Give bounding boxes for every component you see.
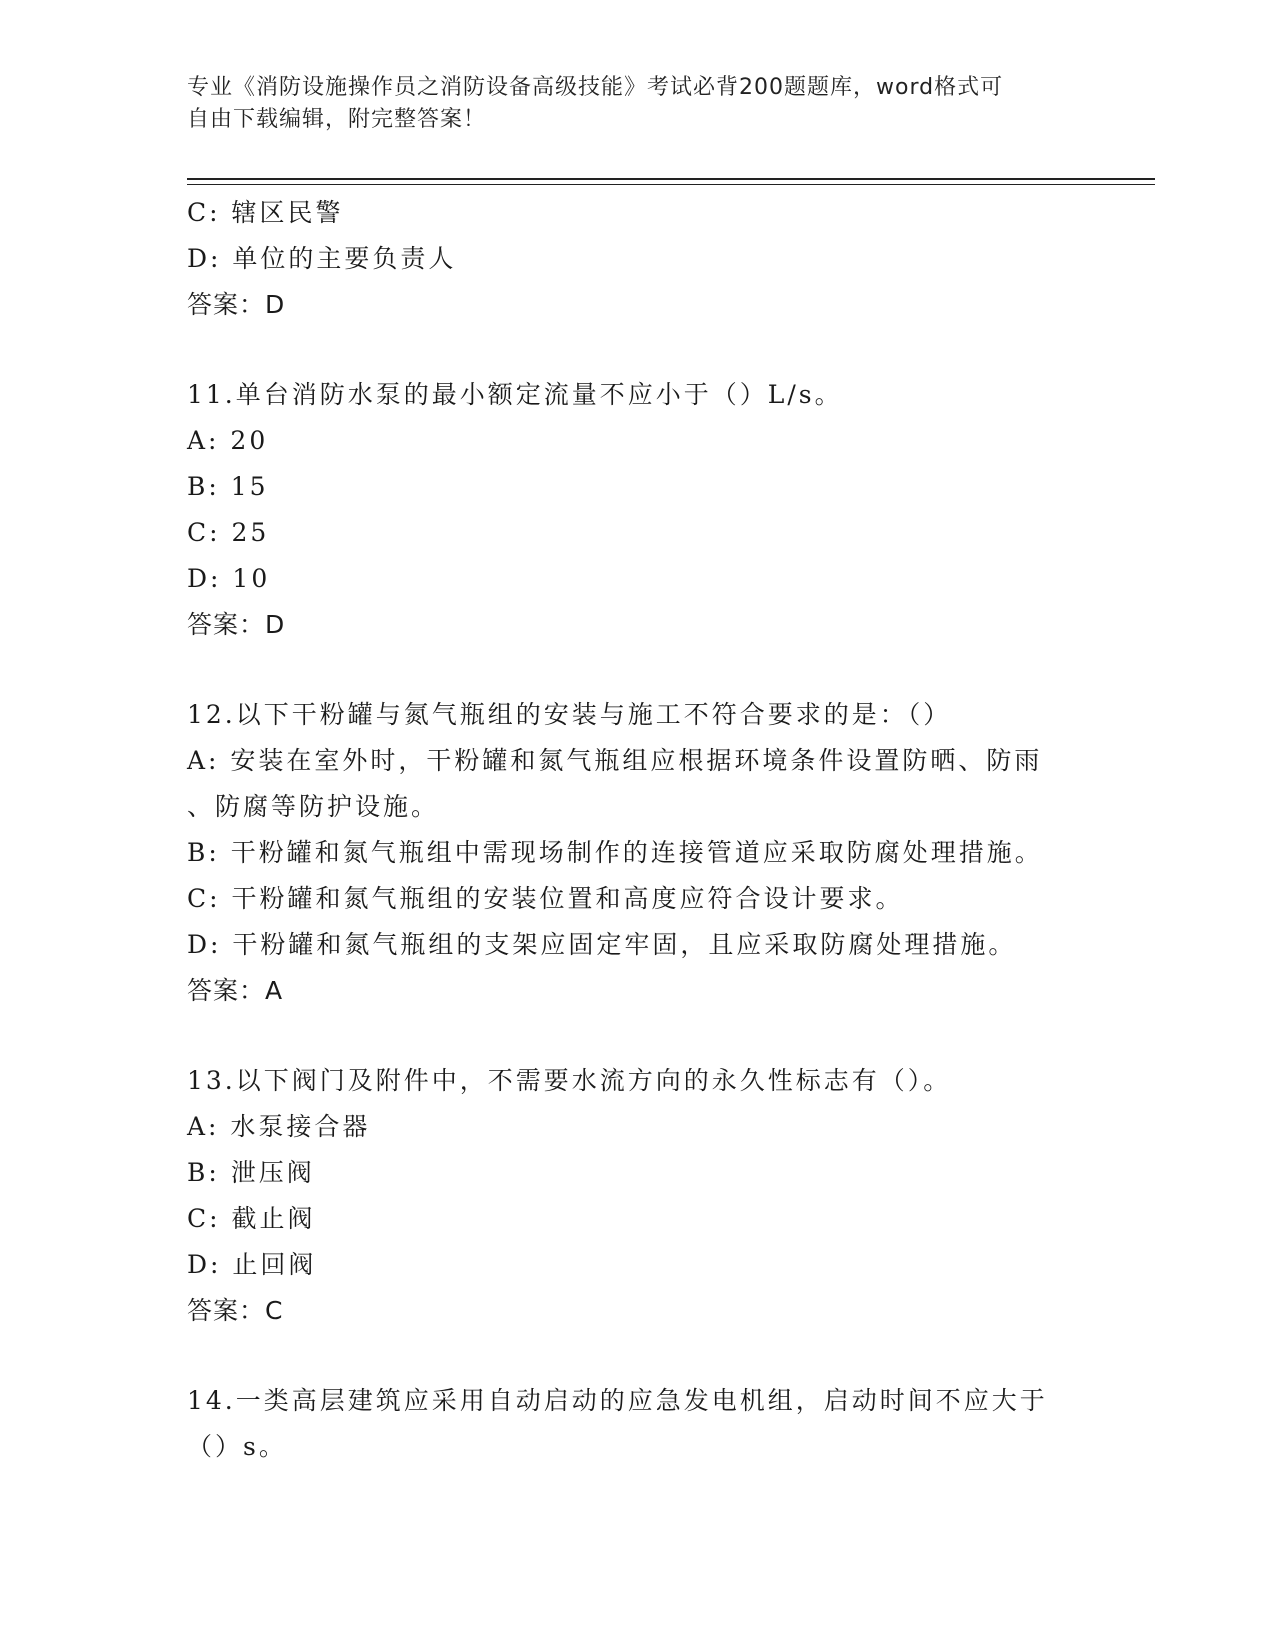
option-c: C: 辖区民警: [187, 198, 344, 227]
answer: 答案：D: [187, 290, 286, 319]
header-line-1: 专业《消防设施操作员之消防设备高级技能》考试必背200题题库，word格式可: [187, 75, 1004, 100]
question-text: 14.一类高层建筑应采用自动启动的应急发电机组，启动时间不应大于: [187, 1386, 1048, 1415]
option-d: D: 10: [187, 564, 271, 593]
header-divider-thick: [187, 178, 1155, 180]
option-c: C: 干粉罐和氮气瓶组的安装位置和高度应符合设计要求。: [187, 884, 904, 913]
question-text: 12.以下干粉罐与氮气瓶组的安装与施工不符合要求的是：（）: [187, 700, 952, 729]
answer: 答案：A: [187, 976, 284, 1005]
question-12: [187, 692, 1087, 1014]
header-divider-thin: [187, 184, 1155, 185]
option-d: D: 干粉罐和氮气瓶组的支架应固定牢固，且应采取防腐处理措施。: [187, 930, 1017, 959]
option-d: D: 止回阀: [187, 1250, 317, 1279]
question-text: 11.单台消防水泵的最小额定流量不应小于（）L/s。: [187, 380, 843, 409]
option-d: D: 单位的主要负责人: [187, 244, 457, 273]
answer: 答案：D: [187, 610, 286, 639]
question-11: [187, 372, 1087, 648]
option-c: C: 截止阀: [187, 1204, 316, 1233]
option-b: B: 泄压阀: [187, 1158, 315, 1187]
header-line-2: 自由下载编辑，附完整答案！: [187, 107, 487, 132]
question-text-continued: （）s。: [187, 1432, 287, 1461]
document-header: [187, 72, 1107, 136]
option-a: A: 20: [187, 426, 269, 455]
option-b: B: 干粉罐和氮气瓶组中需现场制作的连接管道应采取防腐处理措施。: [187, 838, 1043, 867]
question-13: [187, 1058, 1087, 1334]
option-b: B: 15: [187, 472, 269, 501]
option-a: A: 安装在室外时，干粉罐和氮气瓶组应根据环境条件设置防晒、防雨: [187, 746, 1043, 775]
question-list: [187, 190, 1087, 1470]
question-14: [187, 1378, 1087, 1470]
option-c: C: 25: [187, 518, 270, 547]
option-a: A: 水泵接合器: [187, 1112, 371, 1141]
question-10: [187, 190, 1087, 328]
option-a-continued: 、防腐等防护设施。: [187, 792, 440, 821]
question-text: 13.以下阀门及附件中，不需要水流方向的永久性标志有（）。: [187, 1066, 952, 1095]
answer: 答案：C: [187, 1296, 284, 1325]
